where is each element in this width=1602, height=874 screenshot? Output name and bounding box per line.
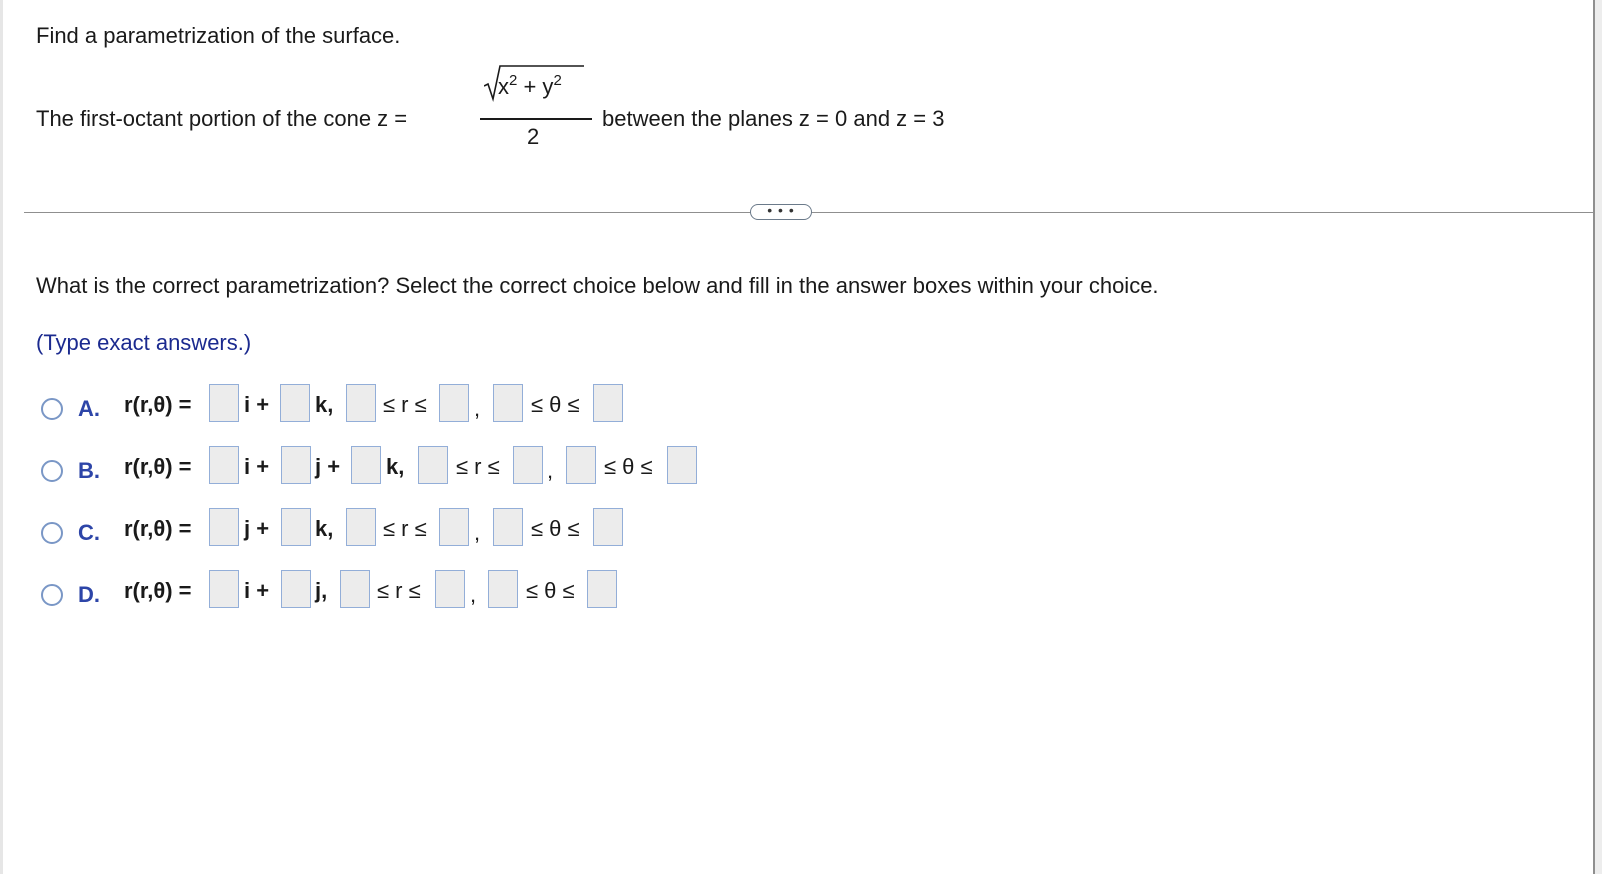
option-a-unit-k: k, xyxy=(315,392,334,417)
option-d-letter: D. xyxy=(78,582,100,607)
statement-suffix: between the planes z = 0 and z = 3 xyxy=(602,106,945,131)
option-b-r-lower-input[interactable] xyxy=(418,446,448,484)
option-c-input-k[interactable] xyxy=(281,508,311,546)
option-d-unit-j: j, xyxy=(315,578,328,603)
option-d-theta-upper-input[interactable] xyxy=(587,570,617,608)
fraction-denominator: 2 xyxy=(527,124,540,149)
option-c-r-inequality: ≤ r ≤ xyxy=(383,516,427,541)
option-c-letter: C. xyxy=(78,520,100,545)
option-b-unit-j: j + xyxy=(315,454,341,479)
option-d-function: r(r,θ) = xyxy=(124,578,192,603)
option-d-input-i[interactable] xyxy=(209,570,239,608)
option-b-r-upper-input[interactable] xyxy=(513,446,543,484)
option-b-input-i[interactable] xyxy=(209,446,239,484)
option-d-r-upper-input[interactable] xyxy=(435,570,465,608)
option-d-input-j[interactable] xyxy=(281,570,311,608)
right-border xyxy=(1593,0,1595,874)
option-b-radio[interactable] xyxy=(41,460,63,482)
option-c-r-upper-input[interactable] xyxy=(439,508,469,546)
option-a-comma: , xyxy=(474,396,481,421)
option-a-theta-inequality: ≤ θ ≤ xyxy=(531,392,580,417)
option-c-theta-upper-input[interactable] xyxy=(593,508,623,546)
option-a-r-lower-input[interactable] xyxy=(346,384,376,422)
option-d-theta-lower-input[interactable] xyxy=(488,570,518,608)
option-b-r-inequality: ≤ r ≤ xyxy=(456,454,500,479)
option-c-input-j[interactable] xyxy=(209,508,239,546)
option-c-theta-inequality: ≤ θ ≤ xyxy=(531,516,580,541)
option-c-unit-j: j + xyxy=(244,516,270,541)
option-b-input-j[interactable] xyxy=(281,446,311,484)
option-a-input-k[interactable] xyxy=(280,384,310,422)
option-a-r-upper-input[interactable] xyxy=(439,384,469,422)
more-options-button[interactable]: • • • xyxy=(750,204,812,220)
option-b-theta-inequality: ≤ θ ≤ xyxy=(604,454,653,479)
option-a-letter: A. xyxy=(78,396,100,421)
option-a-unit-i: i + xyxy=(244,392,270,417)
option-c-unit-k: k, xyxy=(315,516,334,541)
option-b-letter: B. xyxy=(78,458,100,483)
exponent-y: 2 xyxy=(553,72,562,89)
option-d-unit-i: i + xyxy=(244,578,270,603)
option-b-theta-upper-input[interactable] xyxy=(667,446,697,484)
option-d-r-inequality: ≤ r ≤ xyxy=(377,578,421,603)
option-b-function: r(r,θ) = xyxy=(124,454,192,479)
left-border xyxy=(0,0,3,874)
fraction-bar xyxy=(480,118,592,120)
exponent-x: 2 xyxy=(509,72,518,89)
option-c-radio[interactable] xyxy=(41,522,63,544)
option-a-theta-lower-input[interactable] xyxy=(493,384,523,422)
option-b-theta-lower-input[interactable] xyxy=(566,446,596,484)
option-a-theta-upper-input[interactable] xyxy=(593,384,623,422)
option-a-r-inequality: ≤ r ≤ xyxy=(383,392,427,417)
radicand xyxy=(498,72,562,99)
option-b-unit-i: i + xyxy=(244,454,270,479)
hint-text: (Type exact answers.) xyxy=(36,330,252,355)
option-b-comma: , xyxy=(547,458,554,483)
option-b-unit-k: k, xyxy=(386,454,405,479)
option-d-comma: , xyxy=(470,582,477,607)
statement-prefix: The first-octant portion of the cone z = xyxy=(36,106,408,131)
option-a-function: r(r,θ) = xyxy=(124,392,192,417)
option-b-input-k[interactable] xyxy=(351,446,381,484)
option-c-theta-lower-input[interactable] xyxy=(493,508,523,546)
option-a-input-i[interactable] xyxy=(209,384,239,422)
instruction-text: Find a parametrization of the surface. xyxy=(36,23,401,48)
option-a-radio[interactable] xyxy=(41,398,63,420)
option-c-comma: , xyxy=(474,520,481,545)
option-d-radio[interactable] xyxy=(41,584,63,606)
option-d-r-lower-input[interactable] xyxy=(340,570,370,608)
question-text: What is the correct parametrization? Select the correct choice below and fill in the answer boxes within your choice. xyxy=(36,273,1159,298)
radicand-y: + y xyxy=(523,74,554,99)
option-c-function: r(r,θ) = xyxy=(124,516,192,541)
option-d-theta-inequality: ≤ θ ≤ xyxy=(526,578,575,603)
option-c-r-lower-input[interactable] xyxy=(346,508,376,546)
sqrt-expression xyxy=(484,64,584,104)
radicand-x: x xyxy=(498,74,509,99)
